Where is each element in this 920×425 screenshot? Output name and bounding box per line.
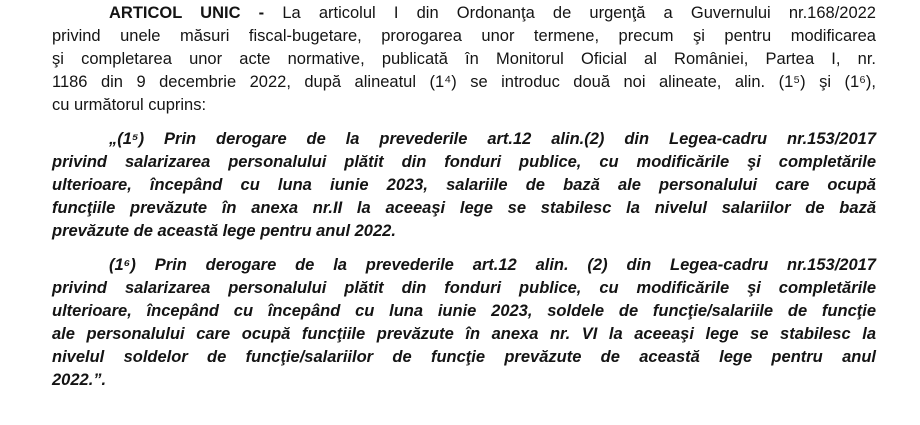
- text-line: (1⁶) Prin derogare de la prevederile art.12 alin. (2) din Legea-cadru nr.153/2017: [109, 256, 876, 274]
- paragraph-alineat-1-6: [52, 254, 876, 392]
- text-line: privind salarizarea personalului plătit din fonduri publice, cu modificările şi completările: [52, 279, 876, 297]
- text-line: ale personalului care ocupă funcţiile prevăzute în anexa nr. VI la aceeaşi lege se stabilesc la: [52, 325, 876, 343]
- text-line: privind salarizarea personalului plătit din fonduri publice, cu modificările şi completările: [52, 153, 876, 171]
- text-line: 2022.”.: [52, 371, 107, 389]
- text-line: prevăzute de această lege pentru anul 2022.: [52, 222, 396, 240]
- text-line: şi completarea unor acte normative, publicată în Monitorul Oficial al României, Partea I, nr.: [52, 50, 876, 68]
- text-line: ulterioare, începând cu luna iunie 2023, salariile de bază ale personalului care ocupă: [52, 176, 876, 194]
- text-line: ulterioare, începând cu începând cu luna iunie 2023, soldele de funcţie/salariile de funcţie: [52, 302, 876, 320]
- text-line: ARTICOL UNIC - La articolul I din Ordonanţa de urgenţă a Guvernului nr.168/2022: [109, 4, 876, 22]
- text-line: funcţiile prevăzute în anexa nr.II la aceeaşi lege se stabilesc la nivelul salariilor de bază: [52, 199, 876, 217]
- paragraph-articol-unic-intro: [52, 2, 876, 117]
- document-body: [52, 2, 876, 392]
- text-line: privind unele măsuri fiscal-bugetare, prorogarea unor termene, precum şi pentru modificarea: [52, 27, 876, 45]
- text-line: 1186 din 9 decembrie 2022, după alineatul (1⁴) se introduc două noi alineate, alin. (1⁵) şi (1⁶),: [52, 73, 876, 91]
- text-line: nivelul soldelor de funcţie/salariilor de funcţie prevăzute de această lege pentru anul: [52, 348, 876, 366]
- article-lead-bold: ARTICOL UNIC -: [109, 4, 283, 22]
- text-line: „(1⁵) Prin derogare de la prevederile art.12 alin.(2) din Legea-cadru nr.153/2017: [109, 130, 876, 148]
- text-line: cu următorul cuprins:: [52, 96, 207, 114]
- paragraph-alineat-1-5: [52, 128, 876, 243]
